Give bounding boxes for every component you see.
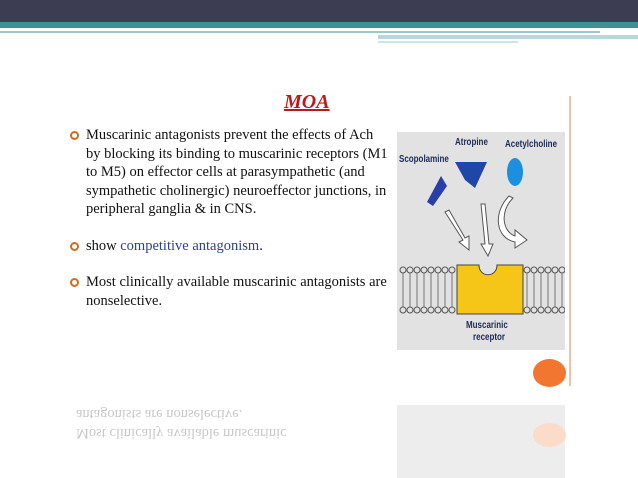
membrane-top (400, 267, 565, 273)
bullet-text-suffix: . (259, 237, 263, 254)
label-acetylcholine: Acetylcholine (505, 139, 558, 150)
label-atropine: Atropine (455, 137, 488, 148)
acetylcholine-shape (507, 158, 523, 186)
label-receptor-line1: Muscarinic (466, 320, 508, 331)
bullet-icon (70, 131, 79, 140)
bullet-text: Muscarinic antagonists prevent the effects of Ach by blocking its binding to muscarinic receptors (M1 to M5) on effector cells at parasympathetic (and sympathetic cholinergic) neuroeffector junctions, in peripheral ganglia & in CNS. (86, 127, 388, 217)
bullet-highlight: competitive antagonism (120, 237, 260, 254)
label-receptor-line2: receptor (473, 332, 506, 343)
arrow-atropine (481, 204, 493, 256)
slide-title: MOA (284, 91, 330, 113)
reflection-circle (533, 423, 566, 447)
slide-side-rule (569, 96, 571, 386)
bullet-item (70, 237, 390, 256)
receptor-shape (457, 265, 523, 314)
reflection-text (60, 405, 396, 442)
bullet-item (70, 273, 390, 310)
header-rule-secondary (378, 35, 638, 39)
header-bar (0, 0, 638, 22)
bullet-item (70, 126, 390, 219)
bullet-text-prefix: show (86, 237, 121, 254)
header-accent-stripe (0, 22, 638, 28)
slide-reflection (60, 405, 580, 478)
slide-corner-circle (533, 359, 566, 387)
header-rule-tertiary (378, 41, 518, 43)
bullet-icon (70, 278, 79, 287)
bullet-icon (70, 242, 79, 251)
receptor-diagram (397, 132, 565, 350)
reflection-line: antagonists are nonselective. (76, 406, 243, 423)
arrow-scopolamine (445, 210, 469, 250)
bullet-list (70, 126, 390, 328)
reflection-line: Most clinically available muscarinic (76, 425, 287, 441)
bullet-text: Most clinically available muscarinic antagonists are nonselective. (86, 274, 387, 309)
arrow-acetylcholine (498, 196, 527, 248)
atropine-shape (455, 162, 487, 188)
header-rule (0, 31, 600, 33)
scopolamine-shape (427, 176, 447, 206)
label-scopolamine: Scopolamine (399, 154, 449, 165)
